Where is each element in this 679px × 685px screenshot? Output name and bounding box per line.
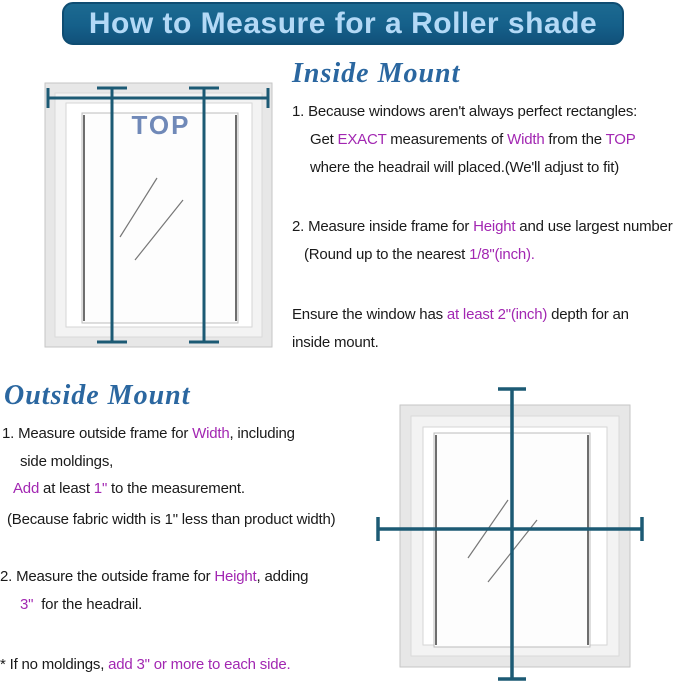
text-segment: Get — [310, 131, 338, 148]
text-segment: TOP — [605, 131, 636, 148]
outside-mount-heading: Outside Mount — [4, 380, 191, 411]
text-segment: Height — [214, 568, 257, 585]
instruction-line — [304, 245, 535, 265]
text-segment: 1. Measure outside frame for — [2, 425, 193, 442]
text-segment: 2. Measure the outside frame for — [0, 568, 215, 585]
header-banner — [62, 2, 624, 45]
text-segment: Add — [13, 480, 40, 497]
top-label: TOP — [131, 110, 191, 140]
text-segment: depth for an — [547, 306, 629, 323]
text-segment: (Because fabric width is 1" less than product width) — [7, 511, 336, 528]
text-segment: 1/8"(inch). — [469, 246, 535, 263]
text-segment: and use largest number — [515, 218, 673, 235]
instruction-line — [310, 158, 619, 178]
instruction-line — [7, 510, 335, 530]
inside-mount-window-illustration — [38, 80, 280, 354]
instruction-line — [0, 567, 308, 587]
text-segment: (Round up to the nearest — [304, 246, 470, 263]
text-segment: 1. Because windows aren't always perfect rectangles: — [292, 103, 638, 120]
window-frame — [400, 405, 630, 667]
outside-mount-window-illustration — [370, 383, 652, 685]
instruction-line — [292, 305, 629, 325]
text-segment: , adding — [256, 568, 309, 585]
instruction-line — [20, 452, 113, 472]
text-segment: Width — [507, 131, 545, 148]
instruction-line — [0, 655, 290, 675]
instruction-line — [20, 595, 142, 615]
inside-mount-heading: Inside Mount — [292, 58, 461, 89]
text-segment: to the measurement. — [107, 480, 245, 497]
text-segment: Height — [473, 218, 516, 235]
text-segment: EXACT — [337, 131, 387, 148]
instruction-line — [292, 217, 673, 237]
text-segment: 3" — [20, 596, 34, 613]
instruction-line — [292, 102, 637, 122]
page-title: How to Measure for a Roller shade — [88, 6, 598, 40]
instruction-line — [310, 130, 636, 150]
text-segment: where the headrail will placed.(We'll adjust to fit) — [310, 159, 620, 176]
text-segment: side moldings, — [20, 453, 114, 470]
text-segment: from the — [544, 131, 606, 148]
text-segment: at least 2"(inch) — [446, 306, 548, 323]
text-segment: 1" — [93, 480, 108, 497]
text-segment: Ensure the window has — [292, 306, 447, 323]
text-segment: inside mount. — [292, 334, 379, 351]
text-segment: * If no moldings, — [0, 656, 109, 673]
instruction-line — [292, 333, 379, 353]
text-segment: Width — [192, 425, 230, 442]
instruction-line — [2, 424, 295, 444]
instruction-line — [13, 479, 245, 499]
text-segment: add 3" or more to each side. — [108, 656, 291, 673]
text-segment: at least — [39, 480, 94, 497]
text-segment: , including — [229, 425, 295, 442]
text-segment: 2. Measure inside frame for — [292, 218, 474, 235]
text-segment: measurements of — [386, 131, 508, 148]
text-segment: for the headrail. — [33, 596, 143, 613]
